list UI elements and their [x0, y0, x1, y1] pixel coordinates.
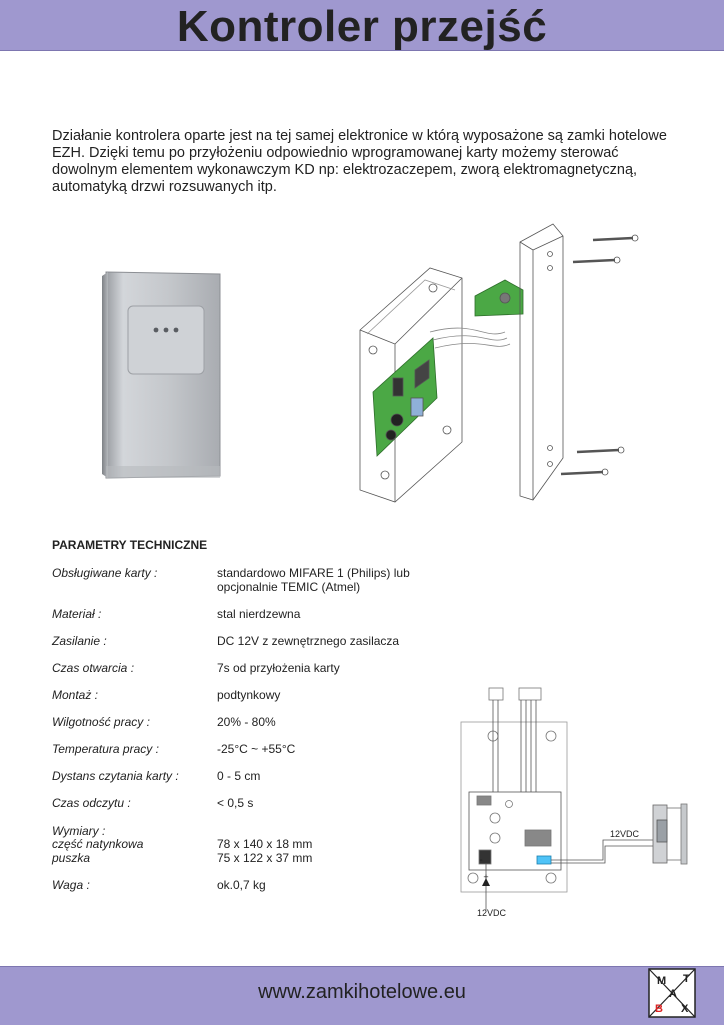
- spec-label-dimensions: Wymiary :: [52, 824, 106, 838]
- spec-label-read-distance: Dystans czytania karty :: [52, 769, 179, 783]
- wiring-label-bottom: 12VDC: [477, 908, 507, 918]
- spec-value-temperature: -25°C ~ +55°C: [217, 742, 296, 756]
- spec-label-cards: Obsługiwane karty :: [52, 566, 158, 580]
- svg-text:B: B: [655, 1003, 663, 1015]
- spec-value-dim-surface: 78 x 140 x 18 mm: [217, 837, 313, 851]
- spec-value-weight: ok.0,7 kg: [217, 878, 266, 892]
- page-title: Kontroler przejść: [176, 2, 548, 51]
- screw-icon: [561, 235, 638, 475]
- spec-label-open-time: Czas otwarcia :: [52, 661, 135, 675]
- spec-value-open-time: 7s od przyłożenia karty: [217, 661, 340, 675]
- spec-label-humidity: Wilgotność pracy :: [52, 715, 150, 729]
- reader-photo: [100, 268, 226, 482]
- spec-value-read-time: < 0,5 s: [217, 796, 254, 810]
- spec-label-power: Zasilanie :: [52, 634, 107, 648]
- wiring-minus-label: -: [479, 854, 483, 866]
- website-link[interactable]: www.zamkihotelowe.eu: [258, 981, 466, 1003]
- spec-value-power: DC 12V z zewnętrznego zasilacza: [217, 634, 400, 648]
- wiring-diagram: [455, 680, 695, 925]
- company-logo: [648, 968, 696, 1018]
- spec-label-weight: Waga :: [52, 878, 90, 892]
- wiring-label-right: 12VDC: [610, 829, 640, 839]
- spec-label-temperature: Temperatura pracy :: [52, 742, 159, 756]
- spec-value-cards: standardowo MIFARE 1 (Philips) lub: [217, 566, 410, 580]
- spec-label-mounting: Montaż :: [52, 688, 99, 702]
- svg-text:X: X: [681, 1003, 689, 1015]
- electric-strike-icon: [653, 804, 687, 864]
- specs-title: PARAMETRY TECHNICZNE: [52, 538, 208, 552]
- svg-text:T: T: [683, 973, 690, 985]
- svg-text:M: M: [657, 975, 667, 987]
- spec-value-mounting: podtynkowy: [217, 688, 281, 702]
- exploded-view-drawing: [355, 220, 645, 520]
- spec-value-humidity: 20% - 80%: [217, 715, 276, 729]
- spec-value-material: stal nierdzewna: [217, 607, 301, 621]
- spec-value-dim-box: 75 x 122 x 37 mm: [217, 851, 313, 865]
- spec-label-material: Materiał :: [52, 607, 102, 621]
- spec-label-read-time: Czas odczytu :: [52, 796, 131, 810]
- intro-paragraph: Działanie kontrolera oparte jest na tej samej elektronice w którą wyposażone są zamki hotelowe EZH. Dzięki temu po przyłożeniu odpowiednio wprogramowanej karty możemy sterować dowolnym elementem wykonawczym KD np: elektrozaczepem, zworą elektromagnetyczną, automatyką drzwi rozsuwanych itp.: [52, 128, 667, 195]
- spec-label-dim-surface: część natynkowa: [52, 837, 144, 851]
- wiring-plus-label: +: [483, 872, 489, 882]
- svg-text:A: A: [669, 988, 677, 1000]
- spec-value-cards-alt: opcjonalnie TEMIC (Atmel): [217, 580, 361, 594]
- spec-value-read-distance: 0 - 5 cm: [217, 769, 261, 783]
- spec-label-dim-box: puszka: [52, 851, 91, 865]
